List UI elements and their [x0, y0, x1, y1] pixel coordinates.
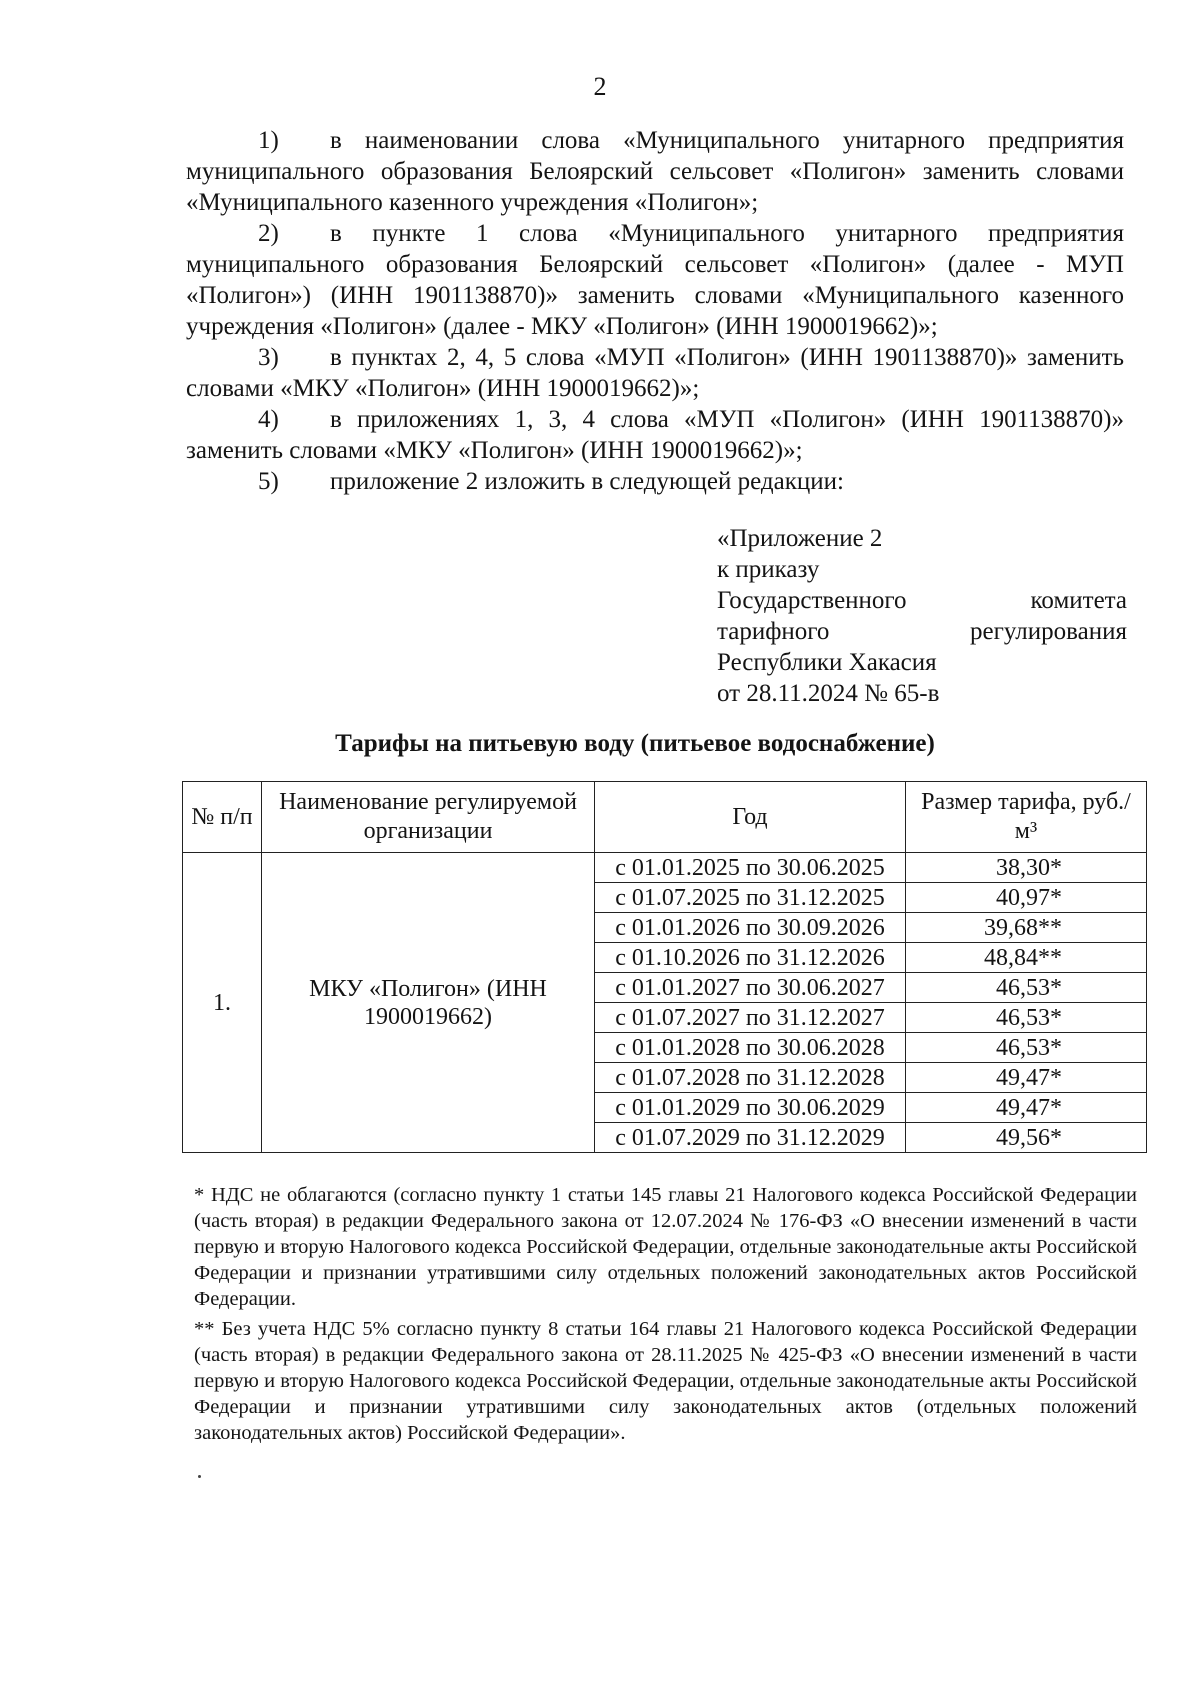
tariff-cell: 49,47*: [906, 1063, 1147, 1093]
item-text: приложение 2 изложить в следующей редакции:: [330, 468, 844, 495]
appendix-republic: Республики Хакасия: [717, 649, 937, 676]
period-cell: с 01.01.2027 по 30.06.2027: [595, 973, 906, 1003]
tariff-cell: 46,53*: [906, 973, 1147, 1003]
period-cell: с 01.07.2027 по 31.12.2027: [595, 1003, 906, 1033]
period-cell: с 01.10.2026 по 31.12.2026: [595, 943, 906, 973]
amendment-item-1: [186, 125, 1124, 218]
item-text: в пунктах 2, 4, 5 слова «МУП «Полигон» (ИНН 1901138870)» заменить словами «МКУ «Полигон» (ИНН 1900019662)»;: [186, 344, 1124, 402]
appendix-date: от 28.11.2024 № 65-в: [717, 680, 940, 707]
tariff-cell: 46,53*: [906, 1003, 1147, 1033]
period-cell: с 01.07.2025 по 31.12.2025: [595, 883, 906, 913]
header-num: № п/п: [183, 782, 262, 853]
tariff-table: [182, 781, 1147, 1153]
appendix-order-ref: к приказу: [717, 556, 820, 583]
period-cell: с 01.01.2025 по 30.06.2025: [595, 853, 906, 883]
header-tariff: Размер тарифа, руб./м³: [906, 782, 1147, 853]
appendix-title: «Приложение 2: [717, 525, 883, 552]
header-year: Год: [595, 782, 906, 853]
appendix-committee: Государственного комитета тарифного регулирования: [717, 587, 1127, 645]
header-org: Наименование регулируемой организации: [262, 782, 595, 853]
item-text: в наименовании слова «Муниципального унитарного предприятия муниципального образования Белоярский сельсовет «Полигон» заменить словами «Муниципального казенного учреждения «Полигон»;: [186, 127, 1124, 216]
tariff-cell: 39,68**: [906, 913, 1147, 943]
item-number: 2): [258, 220, 279, 247]
amendment-list: [186, 125, 1124, 497]
org-name: МКУ «Полигон» (ИНН 1900019662): [262, 853, 595, 1153]
item-number: 1): [258, 127, 279, 154]
item-number: 5): [258, 468, 279, 495]
tariff-cell: 49,56*: [906, 1123, 1147, 1153]
footnote-double-asterisk: ** Без учета НДС 5% согласно пункту 8 статьи 164 главы 21 Налогового кодекса Российской Федерации (часть вторая) в редакции Федерального закона от 28.11.2025 № 425-ФЗ «О внесении изменений в части первую и вторую Налогового кодекса Российской Федерации, отдельные законодательные акты Российской Федерации и признании утратившими силу законодательных актов (отдельных положений законодательных актов) Российской Федерации».: [194, 1318, 1137, 1444]
tariff-cell: 40,97*: [906, 883, 1147, 913]
footnotes: [194, 1182, 1137, 1450]
period-cell: с 01.07.2029 по 31.12.2029: [595, 1123, 906, 1153]
period-cell: с 01.01.2028 по 30.06.2028: [595, 1033, 906, 1063]
item-number: 3): [258, 344, 279, 371]
item-text: в приложениях 1, 3, 4 слова «МУП «Полигон» (ИНН 1901138870)» заменить словами «МКУ «Полигон» (ИНН 1900019662)»;: [186, 406, 1124, 464]
period-cell: с 01.01.2026 по 30.09.2026: [595, 913, 906, 943]
item-number: 4): [258, 406, 279, 433]
tariff-cell: 46,53*: [906, 1033, 1147, 1063]
period-cell: с 01.07.2028 по 31.12.2028: [595, 1063, 906, 1093]
appendix-header: [717, 523, 1127, 709]
amendment-item-3: [186, 342, 1124, 404]
row-number: 1.: [183, 853, 262, 1153]
tariff-cell: 49,47*: [906, 1093, 1147, 1123]
tariff-cell: 38,30*: [906, 853, 1147, 883]
item-text: в пункте 1 слова «Муниципального унитарного предприятия муниципального образования Белоярский сельсовет «Полигон» (далее - МУП «Полигон») (ИНН 1901138870)» заменить словами «Муниципального казенного учреждения «Полигон» (далее - МКУ «Полигон» (ИНН 1900019662)»;: [186, 220, 1124, 340]
page-number: 2: [593, 72, 607, 101]
stray-dot: [198, 1475, 201, 1478]
tariff-cell: 48,84**: [906, 943, 1147, 973]
amendment-item-4: [186, 404, 1124, 466]
period-cell: с 01.01.2029 по 30.06.2029: [595, 1093, 906, 1123]
table-header-row: [183, 782, 1147, 853]
table-title: Тарифы на питьевую воду (питьевое водоснабжение): [335, 730, 935, 757]
footnote-single-asterisk: * НДС не облагаются (согласно пункту 1 статьи 145 главы 21 Налогового кодекса Российской Федерации (часть вторая) в редакции Федерального закона от 12.07.2024 № 176-ФЗ «О внесении изменений в части первую и вторую Налогового кодекса Российской Федерации, отдельные законодательные акты Российской Федерации и признании утратившими силу отдельных положений законодательных актов Российской Федерации.: [194, 1184, 1137, 1310]
amendment-item-5: [186, 466, 1124, 497]
amendment-item-2: [186, 218, 1124, 342]
table-row: [183, 853, 1147, 883]
